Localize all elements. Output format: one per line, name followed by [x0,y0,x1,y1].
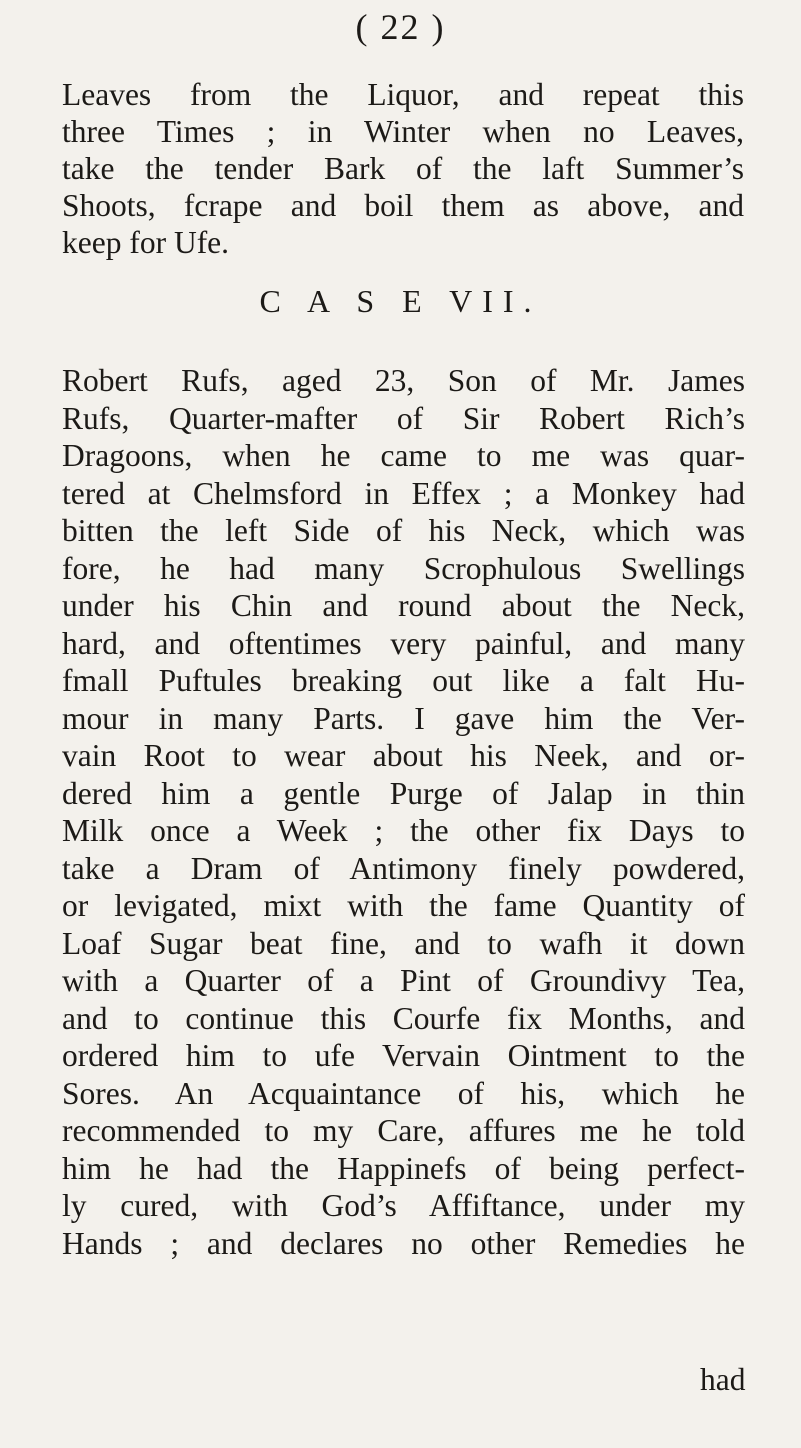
text-line: Robert Rufs, aged 23, Son of Mr. James [62,363,745,398]
text-line: ly cured, with God’s Affiftance, under my [62,1188,745,1223]
text-line: under his Chin and round about the Neck, [62,588,745,623]
intro-paragraph [62,76,744,261]
text-line: Hands ; and declares no other Remedies he [62,1225,745,1261]
text-line: hard, and oftentimes very painful, and many [62,625,745,661]
text-line: with a Quarter of a Pint of Groundivy Tea, [62,963,745,998]
text-line: Shoots, fcrape and boil them as above, and [62,188,744,223]
case-paragraph [62,362,745,1262]
page-number: ( 22 ) [355,7,446,47]
text-line: Sores. An Acquaintance of his, which he [62,1075,745,1111]
text-line: Loaf Sugar beat fine, and to wafh it down [62,925,745,961]
text-line: and to continue this Courfe fix Months, and [62,1000,745,1036]
text-line: Leaves from the Liquor, and repeat this [62,77,744,112]
text-line: mour in many Parts. I gave him the Ver- [62,700,745,736]
text-line: fore, he had many Scrophulous Swellings [62,550,745,586]
text-line: keep for Ufe. [62,225,230,260]
text-line: vain Root to wear about his Neek, and or- [62,738,745,773]
text-line: or levigated, mixt with the fame Quantity of [62,888,745,923]
text-line: take a Dram of Antimony finely powdered, [62,850,745,886]
text-line: Dragoons, when he came to me was quar- [62,438,745,473]
text-line: take the tender Bark of the laft Summer’s [62,151,744,186]
text-line: bitten the left Side of his Neck, which was [62,513,745,548]
text-line: Rufs, Quarter-mafter of Sir Robert Rich’s [62,400,745,436]
text-line: Milk once a Week ; the other fix Days to [62,813,745,848]
text-line: tered at Chelmsford in Effex ; a Monkey had [62,475,745,511]
text-line: ordered him to ufe Vervain Ointment to the [62,1038,745,1073]
text-line: three Times ; in Winter when no Leaves, [62,114,744,149]
text-line: fmall Puftules breaking out like a falt Hu- [62,663,745,698]
catchword: had [700,1362,746,1397]
text-line: him he had the Happinefs of being perfect- [62,1150,745,1186]
text-line: recommended to my Care, affures me he told [62,1113,745,1148]
text-line: dered him a gentle Purge of Jalap in thin [62,775,745,811]
case-heading: C A S E VII. [259,283,542,319]
